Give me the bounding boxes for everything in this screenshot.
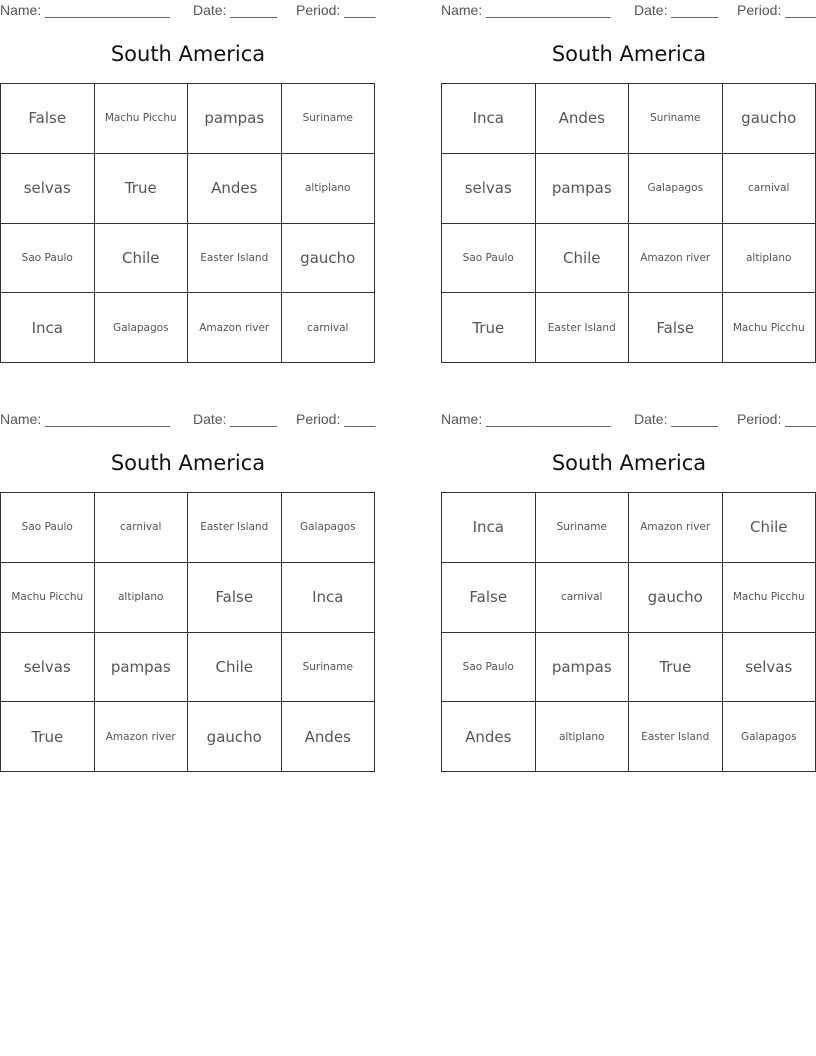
bingo-cell: Easter Island — [629, 702, 723, 772]
bingo-card-2 — [441, 0, 816, 372]
bingo-cell: Sao Paulo — [1, 224, 95, 294]
bingo-cell: False — [1, 84, 95, 154]
date-field-label: Date: ______ — [193, 411, 278, 427]
card-title: South America — [551, 42, 707, 66]
bingo-cell: pampas — [188, 84, 282, 154]
bingo-cell: Amazon river — [95, 702, 189, 772]
name-field-label: Name: ________________ — [0, 411, 170, 427]
bingo-cell: False — [188, 563, 282, 633]
bingo-cell: False — [629, 293, 723, 363]
date-field-label: Date: ______ — [193, 2, 278, 18]
bingo-cell: Easter Island — [188, 493, 282, 563]
bingo-cell: Suriname — [536, 493, 630, 563]
bingo-cell: altiplano — [95, 563, 189, 633]
bingo-cell: Sao Paulo — [442, 633, 536, 703]
bingo-cell: Sao Paulo — [442, 224, 536, 294]
bingo-cell: selvas — [1, 154, 95, 224]
bingo-cell: Galapagos — [629, 154, 723, 224]
period-field-label: Period: ____ — [296, 2, 376, 18]
bingo-cell: Inca — [282, 563, 376, 633]
bingo-cell: Machu Picchu — [723, 563, 816, 633]
bingo-cell: Chile — [723, 493, 816, 563]
bingo-cell: Andes — [188, 154, 282, 224]
bingo-cell: Amazon river — [629, 493, 723, 563]
bingo-cell: pampas — [95, 633, 189, 703]
bingo-cell: gaucho — [723, 84, 816, 154]
bingo-cell: carnival — [536, 563, 630, 633]
bingo-cell: selvas — [723, 633, 816, 703]
card-title: South America — [110, 42, 266, 66]
date-field-label: Date: ______ — [634, 2, 719, 18]
bingo-cell: selvas — [442, 154, 536, 224]
name-field-label: Name: ________________ — [0, 2, 170, 18]
bingo-cell: Sao Paulo — [1, 493, 95, 563]
bingo-grid — [0, 492, 375, 772]
bingo-cell: selvas — [1, 633, 95, 703]
bingo-cell: Chile — [95, 224, 189, 294]
bingo-cell: Galapagos — [282, 493, 376, 563]
bingo-cell: Chile — [536, 224, 630, 294]
bingo-cell: Andes — [442, 702, 536, 772]
bingo-cell: gaucho — [188, 702, 282, 772]
student-info-line — [0, 2, 376, 20]
student-info-line — [441, 2, 816, 20]
bingo-cell: Machu Picchu — [723, 293, 816, 363]
bingo-cell: Amazon river — [188, 293, 282, 363]
bingo-cell: Inca — [1, 293, 95, 363]
bingo-cell: Easter Island — [188, 224, 282, 294]
bingo-cell: Chile — [188, 633, 282, 703]
bingo-cell: True — [95, 154, 189, 224]
bingo-cell: carnival — [282, 293, 376, 363]
bingo-card-4 — [441, 409, 816, 781]
bingo-cell: Andes — [536, 84, 630, 154]
bingo-cell: True — [442, 293, 536, 363]
bingo-cell: True — [629, 633, 723, 703]
bingo-cell: gaucho — [629, 563, 723, 633]
bingo-cell: altiplano — [723, 224, 816, 294]
bingo-cell: Inca — [442, 493, 536, 563]
name-field-label: Name: ________________ — [441, 2, 611, 18]
bingo-cell: Andes — [282, 702, 376, 772]
bingo-cell: altiplano — [536, 702, 630, 772]
student-info-line — [441, 411, 816, 429]
bingo-cell: Machu Picchu — [1, 563, 95, 633]
bingo-cell: False — [442, 563, 536, 633]
bingo-grid — [0, 83, 375, 363]
bingo-cell: gaucho — [282, 224, 376, 294]
bingo-cell: Inca — [442, 84, 536, 154]
bingo-cell: Easter Island — [536, 293, 630, 363]
bingo-cell: pampas — [536, 633, 630, 703]
bingo-cell: Machu Picchu — [95, 84, 189, 154]
bingo-cell: Suriname — [282, 84, 376, 154]
bingo-cell: pampas — [536, 154, 630, 224]
card-title: South America — [110, 451, 266, 475]
bingo-cell: carnival — [723, 154, 816, 224]
period-field-label: Period: ____ — [737, 2, 816, 18]
bingo-grid — [441, 492, 816, 772]
bingo-cell: Suriname — [282, 633, 376, 703]
card-title: South America — [551, 451, 707, 475]
bingo-cell: Amazon river — [629, 224, 723, 294]
bingo-card-3 — [0, 409, 376, 781]
bingo-grid — [441, 83, 816, 363]
bingo-cell: Galapagos — [95, 293, 189, 363]
period-field-label: Period: ____ — [737, 411, 816, 427]
date-field-label: Date: ______ — [634, 411, 719, 427]
period-field-label: Period: ____ — [296, 411, 376, 427]
bingo-cell: Galapagos — [723, 702, 816, 772]
bingo-card-1 — [0, 0, 376, 372]
bingo-cell: carnival — [95, 493, 189, 563]
student-info-line — [0, 411, 376, 429]
bingo-cell: altiplano — [282, 154, 376, 224]
bingo-cell: True — [1, 702, 95, 772]
bingo-cell: Suriname — [629, 84, 723, 154]
name-field-label: Name: ________________ — [441, 411, 611, 427]
